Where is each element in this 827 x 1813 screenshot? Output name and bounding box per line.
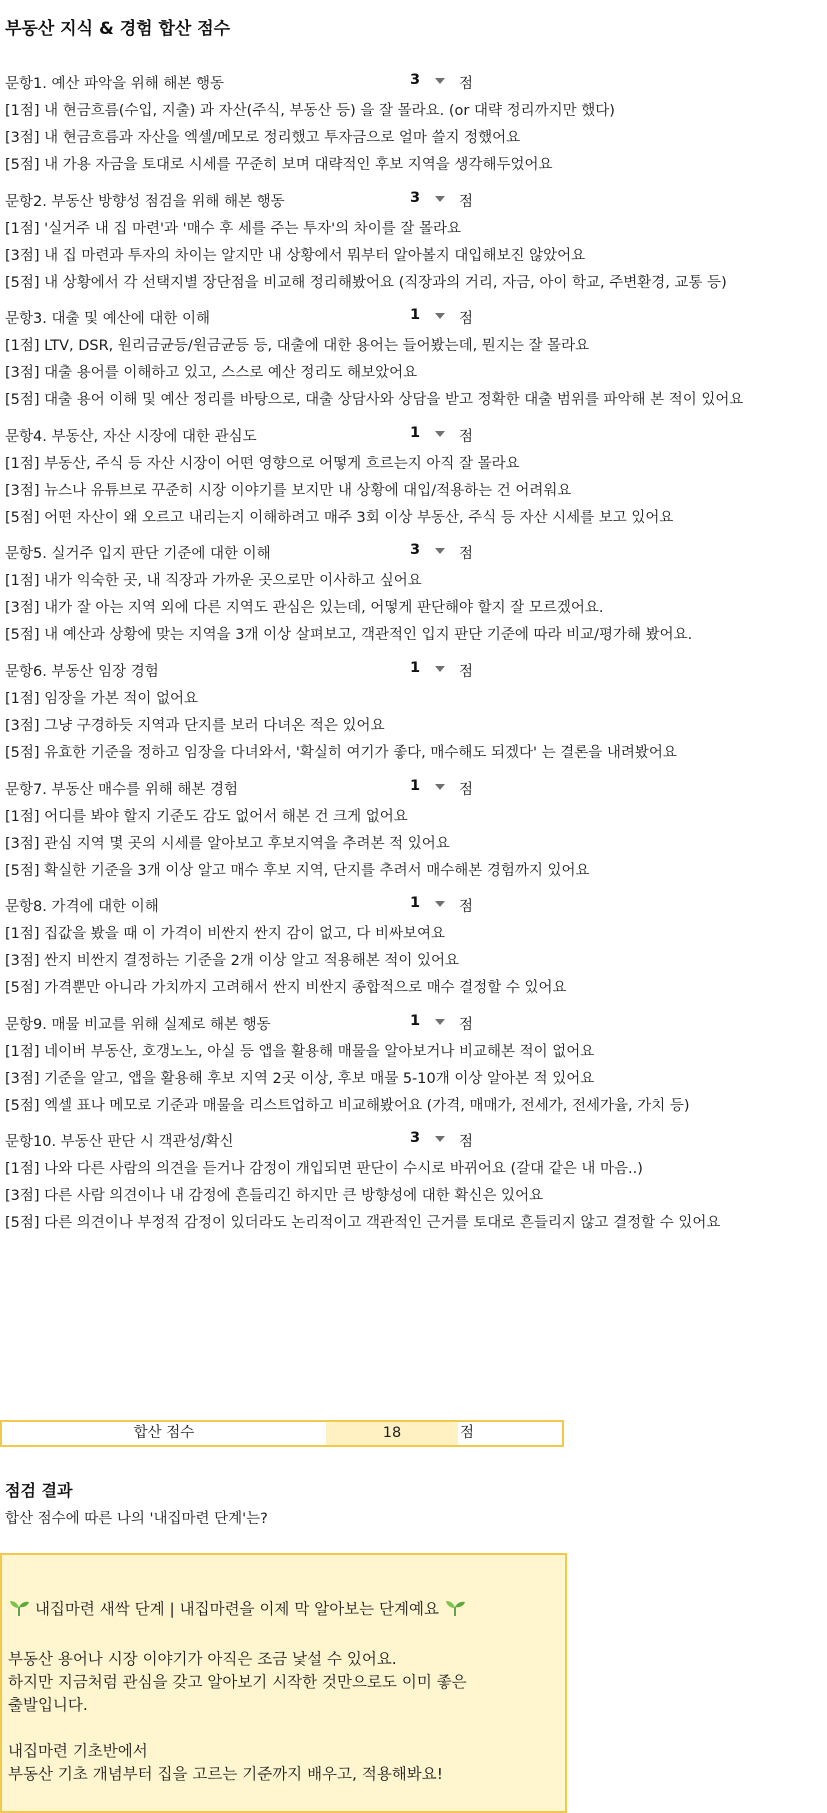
- score-value: 1: [410, 1013, 421, 1029]
- answer-option: [3점] 대출 용어를 이해하고 있고, 스스로 예산 정리도 해보았어요: [5, 365, 418, 381]
- question-title: 문항1. 예산 파악을 위해 해본 행동: [5, 76, 224, 92]
- chevron-down-icon: [435, 196, 445, 202]
- score-value: 1: [410, 660, 421, 676]
- score-dropdown[interactable]: [405, 1130, 451, 1150]
- score-value: 3: [410, 542, 421, 558]
- answer-option: [1점] 임장을 가본 적이 없어요: [5, 691, 199, 707]
- total-score-row: [0, 1420, 564, 1447]
- score-value: 1: [410, 778, 421, 794]
- answer-option: [3점] 기준을 알고, 앱을 활용해 후보 지역 2곳 이상, 후보 매물 5-10개 이상 알아본 적 있어요: [5, 1071, 595, 1087]
- total-score-value: 18: [326, 1422, 458, 1445]
- answer-option: [5점] 내 상황에서 각 선택지별 장단점을 비교해 정리해봤어요 (직장과의 거리, 자금, 아이 학교, 주변환경, 교통 등): [5, 275, 727, 291]
- score-unit: 점: [459, 664, 474, 680]
- sprout-icon: [444, 1599, 466, 1617]
- page-title: 부동산 지식 & 경험 합산 점수: [5, 19, 231, 39]
- answer-option: [1점] 집값을 봤을 때 이 가격이 비싼지 싼지 감이 없고, 다 비싸보여요: [5, 926, 446, 942]
- answer-option: [1점] '실거주 내 집 마련'과 '매수 후 세를 주는 투자'의 차이를 잘 몰라요: [5, 221, 461, 237]
- question-block: [0, 1130, 827, 1230]
- chevron-down-icon: [435, 78, 445, 84]
- score-value: 1: [410, 425, 421, 441]
- question-block: [0, 660, 827, 760]
- question-block: [0, 542, 827, 642]
- score-dropdown[interactable]: [405, 1013, 451, 1033]
- answer-option: [5점] 대출 용어 이해 및 예산 정리를 바탕으로, 대출 상담사와 상담을 받고 정확한 대출 범위를 파악해 본 적이 있어요: [5, 392, 744, 408]
- chevron-down-icon: [435, 548, 445, 554]
- score-dropdown[interactable]: [405, 72, 451, 92]
- question-title: 문항3. 대출 및 예산에 대한 이해: [5, 311, 210, 327]
- result-heading: 점검 결과: [5, 1481, 73, 1500]
- result-box: [0, 1553, 567, 1813]
- result-line: 내집마련 기초반에서: [8, 1742, 148, 1760]
- result-subtitle: 합산 점수에 따른 나의 '내집마련 단계'는?: [5, 1511, 268, 1527]
- answer-option: [3점] 내가 잘 아는 지역 외에 다른 지역도 관심은 있는데, 어떻게 판단해야 할지 잘 모르겠어요.: [5, 600, 604, 616]
- score-unit: 점: [459, 429, 474, 445]
- score-dropdown[interactable]: [405, 660, 451, 680]
- answer-option: [3점] 내 집 마련과 투자의 차이는 알지만 내 상황에서 뭐부터 알아볼지 대입해보진 않았어요: [5, 248, 586, 264]
- answer-option: [1점] 부동산, 주식 등 자산 시장이 어떤 영향으로 어떻게 흐르는지 아직 잘 몰라요: [5, 456, 520, 472]
- score-unit: 점: [459, 311, 474, 327]
- score-unit: 점: [459, 194, 474, 210]
- answer-option: [1점] 내 현금흐름(수입, 지출) 과 자산(주식, 부동산 등) 을 잘 몰라요. (or 대략 정리까지만 했다): [5, 103, 615, 119]
- answer-option: [3점] 그냥 구경하듯 지역과 단지를 보러 다녀온 적은 있어요: [5, 718, 385, 734]
- score-dropdown[interactable]: [405, 425, 451, 445]
- chevron-down-icon: [435, 1136, 445, 1142]
- answer-option: [5점] 내 예산과 상황에 맞는 지역을 3개 이상 살펴보고, 객관적인 입지 판단 기준에 따라 비교/평가해 봤어요.: [5, 627, 693, 643]
- chevron-down-icon: [435, 431, 445, 437]
- question-title: 문항10. 부동산 판단 시 객관성/확신: [5, 1134, 234, 1150]
- score-unit: 점: [459, 1134, 474, 1150]
- total-score-label: 합산 점수: [133, 1425, 195, 1441]
- question-block: [0, 190, 827, 290]
- score-unit: 점: [459, 1017, 474, 1033]
- chevron-down-icon: [435, 666, 445, 672]
- question-title: 문항7. 부동산 매수를 위해 해본 경험: [5, 782, 238, 798]
- answer-option: [3점] 싼지 비싼지 결정하는 기준을 2개 이상 알고 적용해본 적이 있어요: [5, 953, 460, 969]
- score-value: 1: [410, 307, 421, 323]
- score-unit: 점: [459, 546, 474, 562]
- result-line: 부동산 용어나 시장 이야기가 아직은 조금 낯설 수 있어요.: [8, 1650, 397, 1668]
- score-value: 3: [410, 72, 421, 88]
- answer-option: [1점] 어디를 봐야 할지 기준도 감도 없어서 해본 건 크게 없어요: [5, 809, 408, 825]
- answer-option: [3점] 뉴스나 유튜브로 꾸준히 시장 이야기를 보지만 내 상황에 대입/적용하는 건 어려워요: [5, 483, 572, 499]
- score-dropdown[interactable]: [405, 542, 451, 562]
- answer-option: [5점] 가격뿐만 아니라 가치까지 고려해서 싼지 비싼지 종합적으로 매수 결정할 수 있어요: [5, 980, 567, 996]
- answer-option: [3점] 다른 사람 의견이나 내 감정에 흔들리긴 하지만 큰 방향성에 대한 확신은 있어요: [5, 1188, 544, 1204]
- result-line: 출발입니다.: [8, 1696, 88, 1714]
- answer-option: [5점] 내 가용 자금을 토대로 시세를 꾸준히 보며 대략적인 후보 지역을 생각해두었어요: [5, 157, 553, 173]
- score-dropdown[interactable]: [405, 895, 451, 915]
- score-unit: 점: [459, 782, 474, 798]
- score-unit: 점: [459, 76, 474, 92]
- total-score-unit: 점: [460, 1425, 475, 1441]
- question-block: [0, 1013, 827, 1113]
- answer-option: [3점] 관심 지역 몇 곳의 시세를 알아보고 후보지역을 추려본 적 있어요: [5, 836, 450, 852]
- question-title: 문항4. 부동산, 자산 시장에 대한 관심도: [5, 429, 257, 445]
- question-block: [0, 307, 827, 407]
- question-title: 문항5. 실거주 입지 판단 기준에 대한 이해: [5, 546, 271, 562]
- question-block: [0, 895, 827, 995]
- result-line: 부동산 기초 개념부터 집을 고르는 기준까지 배우고, 적용해봐요!: [8, 1765, 443, 1783]
- score-dropdown[interactable]: [405, 190, 451, 210]
- result-headline: [8, 1597, 466, 1619]
- score-value: 1: [410, 895, 421, 911]
- question-title: 문항2. 부동산 방향성 점검을 위해 해본 행동: [5, 194, 285, 210]
- answer-option: [3점] 내 현금흐름과 자산을 엑셀/메모로 정리했고 투자금으로 얼마 쓸지 정했어요: [5, 130, 521, 146]
- score-dropdown[interactable]: [405, 778, 451, 798]
- answer-option: [5점] 유효한 기준을 정하고 임장을 다녀와서, '확실히 여기가 좋다, 매수해도 되겠다' 는 결론을 내려봤어요: [5, 745, 677, 761]
- score-dropdown[interactable]: [405, 307, 451, 327]
- answer-option: [5점] 확실한 기준을 3개 이상 알고 매수 후보 지역, 단지를 추려서 매수해본 경험까지 있어요: [5, 863, 590, 879]
- question-block: [0, 72, 827, 172]
- answer-option: [1점] LTV, DSR, 원리금균등/원금균등 등, 대출에 대한 용어는 들어봤는데, 뭔지는 잘 몰라요: [5, 338, 590, 354]
- score-value: 3: [410, 190, 421, 206]
- answer-option: [1점] 내가 익숙한 곳, 내 직장과 가까운 곳으로만 이사하고 싶어요: [5, 573, 422, 589]
- question-block: [0, 778, 827, 878]
- question-title: 문항9. 매물 비교를 위해 실제로 해본 행동: [5, 1017, 271, 1033]
- answer-option: [5점] 어떤 자산이 왜 오르고 내리는지 이해하려고 매주 3회 이상 부동산, 주식 등 자산 시세를 보고 있어요: [5, 510, 674, 526]
- result-headline-text: 내집마련 새싹 단계 | 내집마련을 이제 막 알아보는 단계예요: [34, 1600, 439, 1618]
- chevron-down-icon: [435, 901, 445, 907]
- chevron-down-icon: [435, 313, 445, 319]
- score-unit: 점: [459, 899, 474, 915]
- answer-option: [1점] 나와 다른 사람의 의견을 듣거나 감정이 개입되면 판단이 수시로 바뀌어요 (갈대 같은 내 마음..): [5, 1161, 643, 1177]
- chevron-down-icon: [435, 784, 445, 790]
- sprout-icon: [8, 1599, 30, 1617]
- score-value: 3: [410, 1130, 421, 1146]
- result-line: 하지만 지금처럼 관심을 갖고 알아보기 시작한 것만으로도 이미 좋은: [8, 1673, 467, 1691]
- chevron-down-icon: [435, 1019, 445, 1025]
- answer-option: [1점] 네이버 부동산, 호갱노노, 아실 등 앱을 활용해 매물을 알아보거나 비교해본 적이 없어요: [5, 1044, 595, 1060]
- answer-option: [5점] 다른 의견이나 부정적 감정이 있더라도 논리적이고 객관적인 근거를 토대로 흔들리지 않고 결정할 수 있어요: [5, 1215, 721, 1231]
- question-title: 문항8. 가격에 대한 이해: [5, 899, 159, 915]
- question-title: 문항6. 부동산 임장 경험: [5, 664, 159, 680]
- answer-option: [5점] 엑셀 표나 메모로 기준과 매물을 리스트업하고 비교해봤어요 (가격, 매매가, 전세가, 전세가율, 가치 등): [5, 1098, 690, 1114]
- question-block: [0, 425, 827, 525]
